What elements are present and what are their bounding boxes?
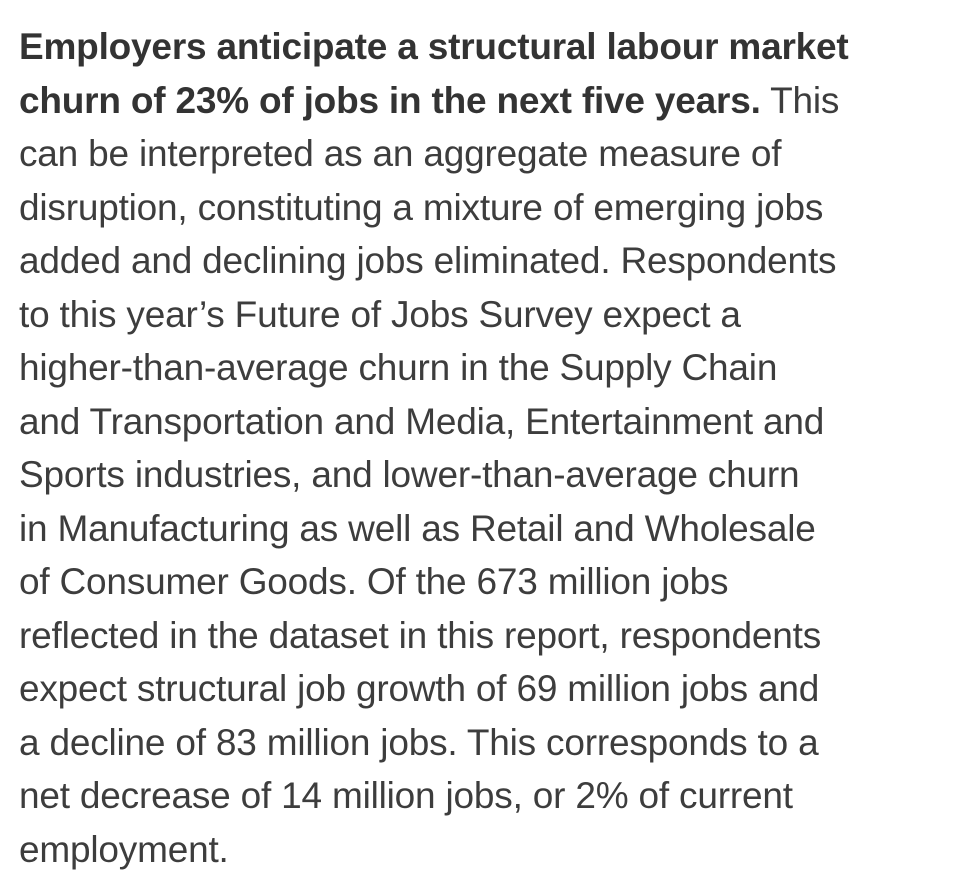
line-text: This [760, 79, 840, 121]
line-text: to this year’s Future of Jobs Survey expect a [19, 293, 741, 335]
line-text: higher-than-average churn in the Supply Chain [19, 347, 778, 388]
bold-lead-text: churn of 23% of jobs in the next five years. [19, 79, 761, 121]
bold-lead-text: Employers anticipate a structural labour market [19, 26, 849, 67]
line-text: expect structural job growth of 69 million jobs and [19, 668, 820, 709]
text-line [19, 716, 944, 770]
line-text: and Transportation and Media, Entertainment and [19, 400, 825, 442]
line-text: Sports industries, and lower-than-average churn [19, 454, 800, 495]
line-text: disruption, constituting a mixture of emerging jobs [19, 186, 824, 228]
line-text: net decrease of 14 million jobs, or 2% of current [19, 775, 793, 816]
text-line [19, 74, 944, 128]
line-text: reflected in the dataset in this report, respondents [19, 614, 822, 656]
text-line [19, 395, 944, 449]
line-text: of Consumer Goods. Of the 673 million jobs [19, 561, 729, 602]
body-paragraph [19, 20, 944, 876]
text-line [19, 502, 944, 556]
text-line [19, 662, 944, 716]
text-line [19, 609, 944, 663]
text-line [19, 448, 944, 502]
line-text: in Manufacturing as well as Retail and Wholesale [19, 507, 816, 549]
line-text: can be interpreted as an aggregate measure of [19, 133, 782, 174]
line-text: a decline of 83 million jobs. This corresponds to a [19, 721, 819, 763]
line-text: added and declining jobs eliminated. Respondents [19, 240, 837, 281]
text-line [19, 20, 944, 74]
text-line [19, 181, 944, 235]
text-line [19, 341, 944, 395]
text-line [19, 823, 944, 877]
text-line [19, 234, 944, 288]
text-line [19, 769, 944, 823]
line-text: employment. [19, 828, 229, 870]
text-line [19, 555, 944, 609]
text-line [19, 127, 944, 181]
text-line [19, 288, 944, 342]
